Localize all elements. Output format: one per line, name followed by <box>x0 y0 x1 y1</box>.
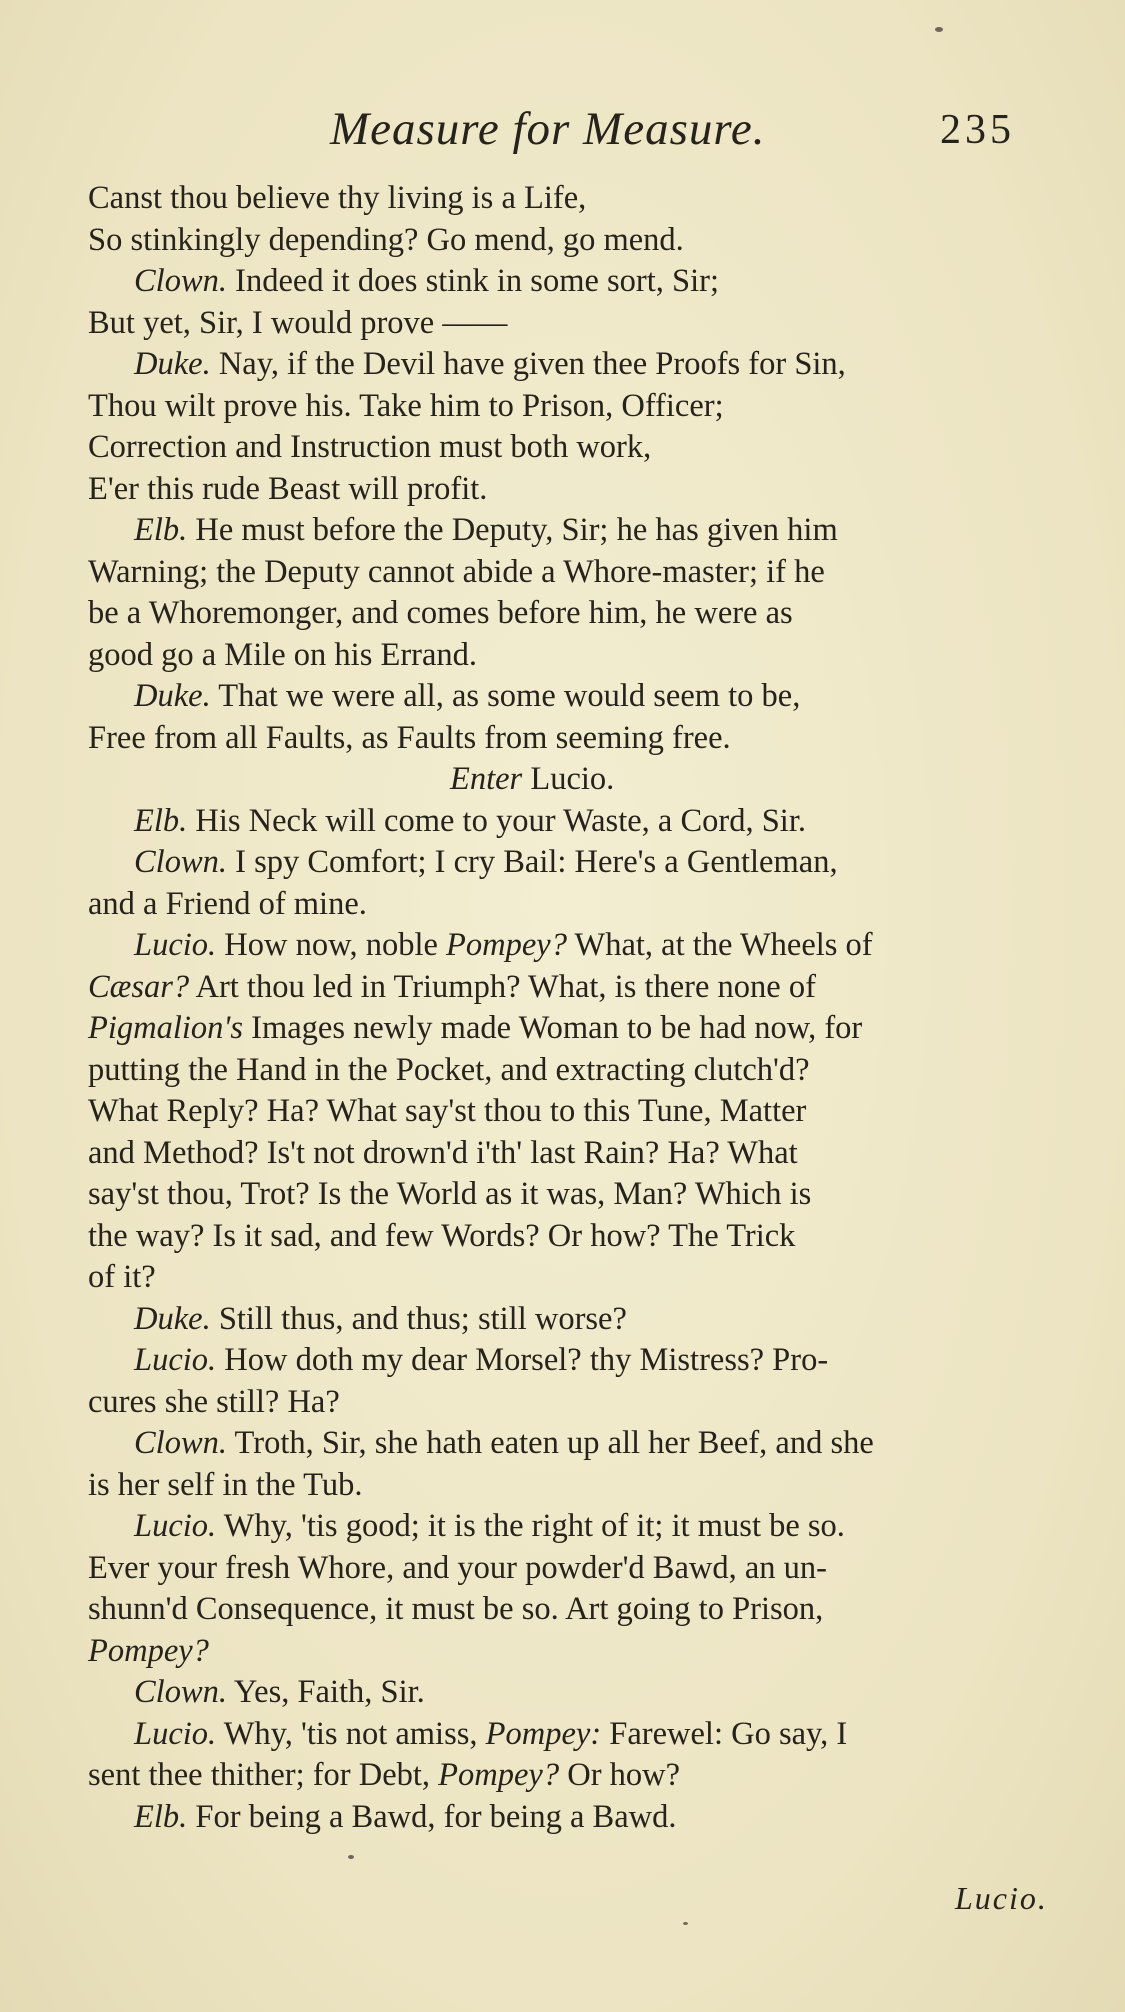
speech-text: For being a Bawd, for being a Bawd. <box>187 1798 677 1835</box>
speech-text: His Neck will come to your Waste, a Cord, Sir. <box>187 802 806 839</box>
verse-line: Correction and Instruction must both work, <box>88 429 652 465</box>
speech-text: That we were all, as some would seem to be, <box>210 678 801 714</box>
speech-line <box>88 261 1043 303</box>
verse-line: So stinkingly depending? Go mend, go mend. <box>88 221 684 258</box>
play-text <box>88 178 1043 1838</box>
speaker-name: Lucio. <box>134 1715 217 1752</box>
prose-line: putting the Hand in the Pocket, and extracting clutch'd? <box>88 1051 810 1088</box>
speech-line <box>88 1506 1043 1548</box>
prose-line: be a Whoremonger, and comes before him, he were as <box>88 595 793 631</box>
prose-line: say'st thou, Trot? Is the World as it was, Man? Which is <box>88 1176 812 1212</box>
prose-line <box>88 1008 1043 1050</box>
speaker-name: Lucio. <box>134 1342 217 1378</box>
character-name: Pompey? <box>438 1757 560 1793</box>
verse-line: Thou wilt prove his. Take him to Prison, Officer; <box>88 387 724 424</box>
speech-line <box>88 1423 1043 1465</box>
speaker-name: Duke. <box>134 346 211 382</box>
character-name: Cæsar? <box>88 968 190 1005</box>
speaker-name: Elb. <box>134 512 188 548</box>
character-name: Pigmalion's <box>88 1010 244 1046</box>
character-name: Pompey? <box>88 1632 209 1669</box>
speech-line <box>88 1797 1043 1839</box>
speech-text: How doth my dear Morsel? thy Mistress? Pro- <box>216 1342 829 1378</box>
speaker-name: Clown. <box>134 263 228 299</box>
speech-line <box>88 676 1043 718</box>
prose-line: of it? <box>88 1259 156 1295</box>
speech-text: Art thou led in Triumph? What, is there none of <box>189 968 816 1005</box>
speaker-name: Lucio. <box>134 1508 217 1544</box>
speaker-name: Clown. <box>134 1674 228 1710</box>
speech-line <box>88 344 1043 386</box>
prose-line: shunn'd Consequence, it must be so. Art going to Prison, <box>88 1591 824 1627</box>
stage-direction-verb: Enter <box>450 761 523 797</box>
speech-line <box>88 1340 1043 1382</box>
speaker-name: Elb. <box>134 1798 188 1835</box>
speech-line <box>88 1672 1043 1714</box>
speech-line <box>88 1299 1043 1341</box>
speech-line <box>88 925 1043 967</box>
prose-line: and a Friend of mine. <box>88 885 367 922</box>
speech-text: Still thus, and thus; still worse? <box>210 1300 627 1337</box>
speech-text: Indeed it does stink in some sort, Sir; <box>227 263 719 299</box>
page-header <box>0 102 1125 162</box>
speech-text: Yes, Faith, Sir. <box>227 1674 425 1710</box>
prose-line: What Reply? Ha? What say'st thou to this Tune, Matter <box>88 1093 807 1129</box>
speaker-name: Elb. <box>134 802 188 839</box>
ink-speck <box>348 1855 354 1859</box>
verse-line: Free from all Faults, as Faults from seeming free. <box>88 719 731 756</box>
speech-text: sent thee thither; for Debt, <box>88 1757 439 1793</box>
speech-text: Why, 'tis not amiss, <box>216 1715 486 1752</box>
speech-text: Nay, if the Devil have given thee Proofs for Sin, <box>210 346 846 382</box>
prose-line: Ever your fresh Whore, and your powder'd Bawd, an un- <box>88 1549 827 1586</box>
page-number: 235 <box>940 107 1015 153</box>
speech-text: I spy Comfort; I cry Bail: Here's a Gentleman, <box>227 844 838 880</box>
speaker-name: Lucio. <box>134 927 217 963</box>
speech-line <box>88 842 1043 884</box>
catchword: Lucio. <box>955 1880 1048 1916</box>
prose-line: and Method? Is't not drown'd i'th' last Rain? Ha? What <box>88 1134 798 1171</box>
speech-text: He must before the Deputy, Sir; he has given him <box>187 512 838 548</box>
prose-line <box>88 1755 1043 1797</box>
speech-text: Images newly made Woman to be had now, for <box>243 1010 863 1046</box>
speech-text: What, at the Wheels of <box>566 927 873 963</box>
verse-line: E'er this rude Beast will profit. <box>88 470 488 507</box>
character-name: Pompey? <box>446 927 567 963</box>
prose-line <box>88 1631 1043 1673</box>
speech-text: Farewel: Go say, I <box>601 1715 848 1752</box>
character-name: Pompey: <box>485 1715 602 1752</box>
verse-line: But yet, Sir, I would prove —— <box>88 304 508 341</box>
ink-speck <box>935 27 943 32</box>
verse-line: Canst thou believe thy living is a Life, <box>88 180 587 216</box>
speaker-name: Clown. <box>134 1425 228 1461</box>
speaker-name: Duke. <box>134 678 211 714</box>
prose-line: the way? Is it sad, and few Words? Or how? The Trick <box>88 1217 796 1254</box>
speaker-name: Clown. <box>134 844 228 880</box>
prose-line: is her self in the Tub. <box>88 1466 363 1503</box>
running-title: Measure for Measure. <box>330 103 766 155</box>
prose-line: cures she still? Ha? <box>88 1383 340 1420</box>
speech-text: Why, 'tis good; it is the right of it; it must be so. <box>216 1508 845 1544</box>
speech-text: Or how? <box>559 1757 681 1793</box>
ink-speck <box>683 1922 688 1925</box>
prose-line <box>88 967 1043 1009</box>
speech-text: Troth, Sir, she hath eaten up all her Beef, and she <box>227 1425 874 1461</box>
speech-line <box>88 1714 1043 1756</box>
stage-direction <box>88 759 1043 801</box>
stage-direction-name: Lucio. <box>522 761 615 797</box>
speech-line <box>88 510 1043 552</box>
speaker-name: Duke. <box>134 1300 211 1337</box>
prose-line: Warning; the Deputy cannot abide a Whore-master; if he <box>88 553 825 590</box>
speech-text: How now, noble <box>216 927 447 963</box>
speech-line <box>88 801 1043 843</box>
prose-line: good go a Mile on his Errand. <box>88 636 478 673</box>
